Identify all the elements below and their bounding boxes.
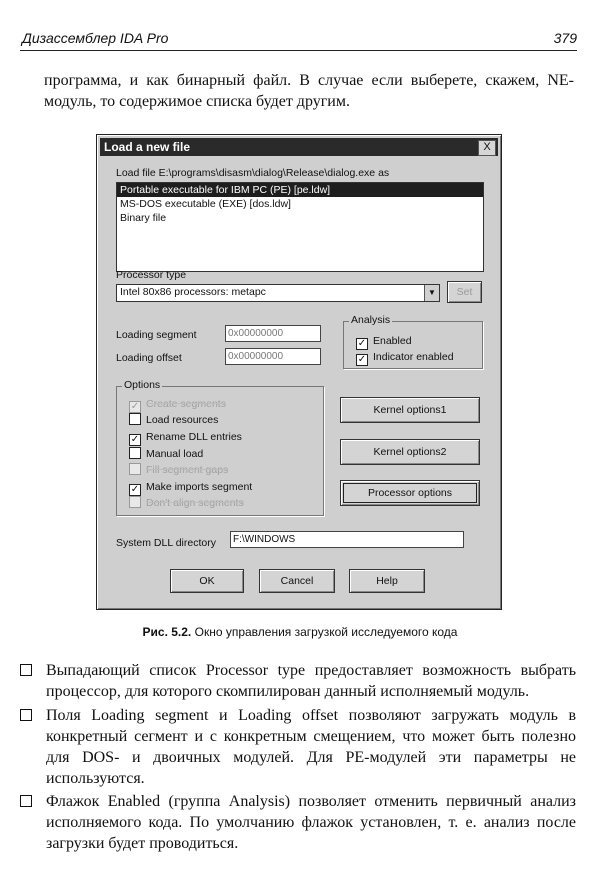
page-number: 379 xyxy=(553,30,577,46)
indicator-enabled-label: Indicator enabled xyxy=(373,351,454,363)
option-make-imports-segment[interactable] xyxy=(129,480,252,494)
close-button[interactable]: X xyxy=(478,140,496,156)
dialog-title: Load a new file xyxy=(104,140,191,154)
load-file-label: Load file E:\programs\disasm\dialog\Release\dialog.exe as xyxy=(116,167,390,179)
bullet-item xyxy=(20,660,576,702)
kernel-options1-button[interactable]: Kernel options1 xyxy=(340,397,480,423)
load-file-dialog xyxy=(96,134,502,610)
option-label: Rename DLL entries xyxy=(146,431,242,443)
option-load-resources[interactable] xyxy=(129,413,218,427)
options-group-label: Options xyxy=(124,379,161,391)
checkbox-check-icon: ✓ xyxy=(130,401,140,412)
checkbox-check-icon[interactable]: ✓ xyxy=(357,354,367,365)
option-create-segments[interactable] xyxy=(129,397,226,411)
processor-type-value: Intel 80x86 processors: metapc xyxy=(120,286,266,298)
format-item-binary[interactable]: Binary file xyxy=(120,212,167,224)
processor-type-select[interactable] xyxy=(116,284,440,302)
checkbox-icon[interactable] xyxy=(129,413,141,425)
option-label: Create segments xyxy=(146,398,226,410)
option-label: Load resources xyxy=(146,414,219,426)
checkbox-icon xyxy=(129,463,141,475)
set-button[interactable]: Set xyxy=(447,281,482,303)
checkbox-check-icon[interactable]: ✓ xyxy=(357,338,367,349)
dialog-titlebar xyxy=(100,138,498,156)
figure-caption-text: Окно управления загрузкой исследуемого кода xyxy=(194,625,458,639)
processor-options-button[interactable]: Processor options xyxy=(340,480,480,506)
analysis-enabled-label: Enabled xyxy=(373,335,412,347)
analysis-enabled-checkbox[interactable] xyxy=(356,334,412,348)
option-fill-segment-gaps[interactable] xyxy=(129,463,228,477)
kernel-options2-button[interactable]: Kernel options2 xyxy=(340,439,480,465)
help-button[interactable]: Help xyxy=(349,569,425,593)
dropdown-arrow-icon[interactable]: ▼ xyxy=(424,285,439,301)
processor-type-label: Processor type xyxy=(116,269,187,281)
running-header xyxy=(20,26,577,51)
format-list[interactable] xyxy=(116,182,484,272)
checkbox-icon xyxy=(129,496,141,508)
format-item-dos[interactable]: MS-DOS executable (EXE) [dos.ldw] xyxy=(120,198,291,210)
indicator-enabled-checkbox[interactable] xyxy=(356,350,454,364)
intro-paragraph: программа, и как бинарный файл. В случае если выберете, скажем, NE-модуль, то содержимое списка будет другим. xyxy=(44,72,574,110)
figure-caption xyxy=(0,625,600,639)
figure-number: Рис. 5.2. xyxy=(142,625,192,639)
bullet-text: Выпадающий список Processor type предоставляет возможность выбрать процессор, для которого скомпилирован данный исполняемый модуль. xyxy=(46,662,576,700)
bullet-square-icon xyxy=(20,795,32,807)
book-title: Дизассемблер IDA Pro xyxy=(22,30,169,46)
bullet-item xyxy=(20,791,576,854)
analysis-group-label: Analysis xyxy=(351,314,391,326)
bullet-square-icon xyxy=(20,664,32,676)
format-item-pe[interactable]: Portable executable for IBM PC (PE) [pe.ldw] xyxy=(117,183,483,197)
bullet-item xyxy=(20,705,576,789)
bullet-square-icon xyxy=(20,709,32,721)
option-manual-load[interactable] xyxy=(129,447,203,461)
option-rename-dll-entries[interactable] xyxy=(129,430,242,444)
system-dll-label: System DLL directory xyxy=(116,537,216,549)
analysis-group xyxy=(343,314,483,369)
loading-offset-input[interactable]: 0x00000000 xyxy=(225,348,321,365)
loading-segment-input[interactable]: 0x00000000 xyxy=(225,325,321,342)
checkbox-check-icon[interactable]: ✓ xyxy=(130,434,140,445)
checkbox-icon[interactable] xyxy=(129,447,141,459)
loading-offset-label: Loading offset xyxy=(116,352,182,364)
bullet-text: Поля Loading segment и Loading offset позволяют загружать модуль в конкретный сегмент и с конкретным смещением, что может быть полезно для DOS- и двоичных модулей. Для PE-модулей эти параметры не используются. xyxy=(46,707,576,787)
loading-segment-label: Loading segment xyxy=(116,329,197,341)
checkbox-check-icon[interactable]: ✓ xyxy=(130,484,140,495)
option-label: Fill segment gaps xyxy=(146,464,229,476)
option-label: Don't align segments xyxy=(146,497,244,509)
ok-button[interactable]: OK xyxy=(170,569,244,593)
options-group xyxy=(116,379,324,516)
bullet-text: Флажок Enabled (группа Analysis) позволяет отменить первичный анализ исполняемого кода. По умолчанию флажок установлен, т. е. анализ после загрузки будет проводиться. xyxy=(46,793,576,852)
option-dont-align-segments[interactable] xyxy=(129,496,244,510)
option-label: Make imports segment xyxy=(146,481,253,493)
option-label: Manual load xyxy=(146,448,204,460)
cancel-button[interactable]: Cancel xyxy=(259,569,335,593)
system-dll-input[interactable]: F:\WINDOWS xyxy=(230,531,464,548)
